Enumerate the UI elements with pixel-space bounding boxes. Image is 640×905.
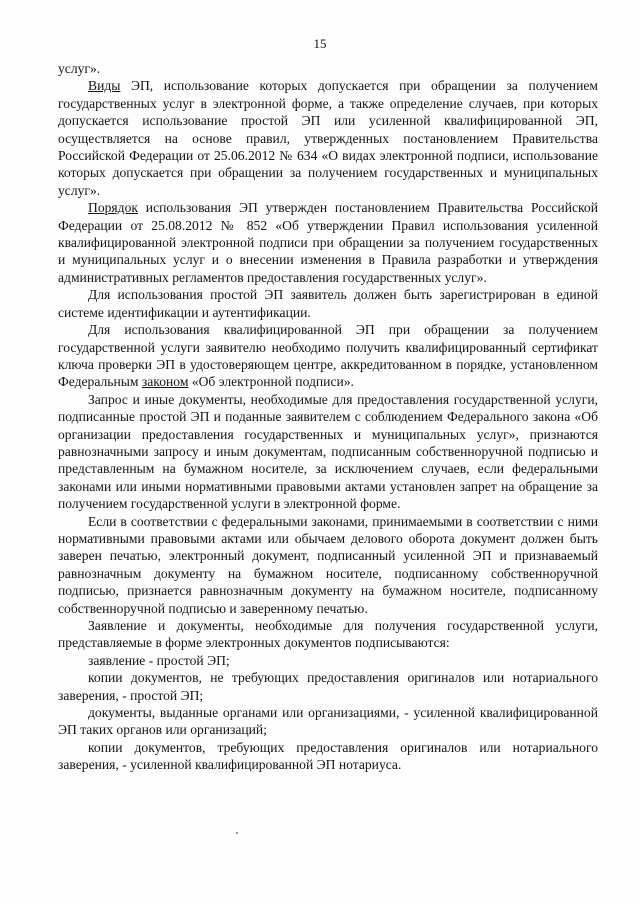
paragraph-qualified-signature (58, 321, 598, 391)
paragraph-request-documents: Запрос и иные документы, необходимые для предоставления государственной услуги, подписанные простой ЭП и поданные заявителем с соблюдением Федерального закона «Об организации предоставления государственных и муниципальных услуг», признаются равнозначными запросу и иным документам, подписанным собственноручной подписью и представленным на бумажном носителе, за исключением случаев, если федеральными законами или иными нормативными правовыми актами установлен запрет на обращение за получением государственной услуги в электронной форме. (58, 391, 598, 512)
paragraph-types-of-signature (58, 77, 598, 199)
paragraph-text: использования ЭП утвержден постановлением Правительства Российской Федерации от 25.08.2012 № 852 «Об утверждении Правил использования усиленной квалифицированной электронной подписи при обращении за получением государственных и муниципальных услуг и о внесении изменения в Правила разработки и утверждения административных регламентов предоставления государственных услуг». (58, 200, 598, 285)
procedure-link[interactable]: Порядок (88, 200, 138, 216)
paragraph-text: ЭП, использование которых допускается при обращении за получением государственных услуг в электронной форме, а также определение случаев, при которых допускается использование простой ЭП или усиленной квалифицированной ЭП, осуществляется на основе правил, утвержденных постановлением Правительства Российской Федерации от 25.06.2012 № 634 «О видах электронной подписи, использование которых допускается при обращении за получением государственных и муниципальных услуг». (58, 78, 598, 198)
list-item-copies-simple: копии документов, не требующих предоставления оригиналов или нотариального заверения, - простой ЭП; (58, 670, 598, 703)
law-link[interactable]: законом (141, 374, 189, 390)
paragraph-procedure (58, 199, 598, 286)
paragraph-application-signing: Заявление и документы, необходимые для получения государственной услуги, представляемые в форме электронных документов подписываются: (58, 618, 598, 651)
paragraph-text: Для использования квалифицированной ЭП при обращении за получением государственной услуги заявителю необходимо получить квалифицированный сертификат ключа проверки ЭП в удостоверяющем центре, аккредитованном в порядке, установленном Федеральным (58, 322, 598, 390)
list-item-copies-notary: копии документов, требующих предоставления оригиналов или нотариального заверения, - усиленной квалифицированной ЭП нотариуса. (58, 739, 598, 773)
paragraph-seal-requirement: Если в соответствии с федеральными законами, принимаемыми в соответствии с ними нормативными правовыми актами или обычаем делового оборота документ должен быть заверен печатью, электронный документ, подписанный усиленной ЭП и признаваемый равнозначным документу на бумажном носителе, подписанному собственноручной подписью, признается равнозначным документу на бумажном носителе, подписанному собственноручной подписью и заверенному печатью. (58, 513, 598, 616)
list-item-issued-documents: документы, выданные органами или организациями, - усиленной квалифицированной ЭП таких органов или организаций; (58, 705, 598, 738)
list-item-application: заявление - простой ЭП; (88, 652, 230, 668)
scan-speck (236, 832, 238, 834)
types-link[interactable]: Виды (88, 78, 121, 94)
paragraph-continuation: услуг». (58, 61, 101, 76)
document-body (58, 60, 598, 774)
page-number: 15 (313, 36, 327, 51)
paragraph-simple-signature: Для использования простой ЭП заявитель должен быть зарегистрирован в единой системе идентификации и аутентификации. (58, 287, 598, 320)
paragraph-text: «Об электронной подписи». (188, 374, 354, 390)
